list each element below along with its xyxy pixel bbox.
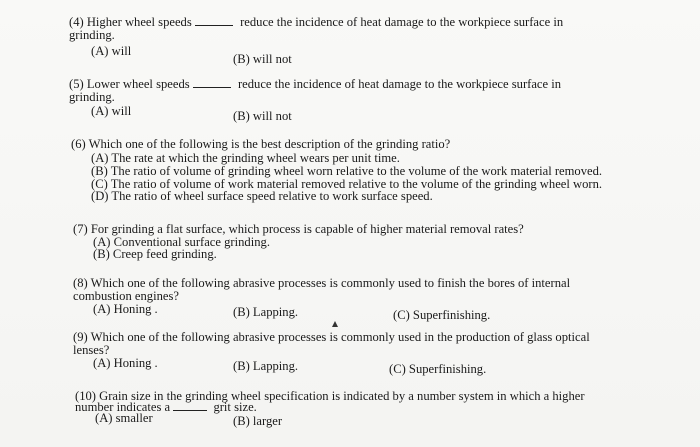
q4-continuation: grinding. <box>69 28 115 42</box>
q7-stem: (7) For grinding a flat surface, which process is capable of higher material removal rates? <box>73 222 524 236</box>
q5-blank <box>193 77 231 88</box>
q8-option-b[interactable]: (B) Lapping. <box>233 305 299 319</box>
q6-option-b[interactable]: (B) The ratio of volume of grinding wheel worn relative to the volume of the work material removed. <box>91 164 603 178</box>
q10-blank <box>173 400 207 411</box>
q4-option-a[interactable]: (A) will <box>91 44 132 58</box>
q10-cont-prefix: number indicates a <box>75 400 171 414</box>
q5-option-a[interactable]: (A) will <box>91 104 132 118</box>
q4-stem-line <box>69 15 563 29</box>
q5-prefix: (5) Lower wheel speeds <box>69 77 190 91</box>
q5-continuation: grinding. <box>69 90 115 104</box>
q5-stem-line <box>69 77 561 91</box>
q9-continuation: lenses? <box>73 343 110 357</box>
q5-option-b[interactable]: (B) will not <box>233 109 292 123</box>
q4-suffix: reduce the incidence of heat damage to the workpiece surface in <box>240 15 564 29</box>
q5-suffix: reduce the incidence of heat damage to the workpiece surface in <box>237 77 562 91</box>
q4-option-b[interactable]: (B) will not <box>233 52 292 66</box>
q4-prefix: (4) Higher wheel speeds <box>69 15 192 29</box>
q10-stem: (10) Grain size in the grinding wheel specification is indicated by a number system in which a higher <box>75 389 585 403</box>
q9-stem: (9) Which one of the following abrasive processes is commonly used in the production of glass optical <box>73 330 590 344</box>
q6-option-d[interactable]: (D) The ratio of wheel surface speed relative to work surface speed. <box>91 189 433 203</box>
q4-blank <box>195 15 233 26</box>
q10-option-b[interactable]: (B) larger <box>233 414 283 428</box>
q8-option-c[interactable]: (C) Superfinishing. <box>393 308 491 322</box>
q9-option-b[interactable]: (B) Lapping. <box>233 359 299 373</box>
q9-option-a[interactable]: (A) Honing . <box>93 356 158 370</box>
q8-option-a[interactable]: (A) Honing . <box>93 302 158 316</box>
q7-option-b[interactable]: (B) Creep feed grinding. <box>93 247 217 261</box>
q10-option-a[interactable]: (A) smaller <box>95 411 153 425</box>
q6-option-c[interactable]: (C) The ratio of volume of work material removed relative to the volume of the grinding wheel worn. <box>91 177 603 191</box>
q6-option-a[interactable]: (A) The rate at which the grinding wheel wears per unit time. <box>91 151 400 165</box>
q8-continuation: combustion engines? <box>73 289 179 303</box>
mouse-cursor-icon <box>332 321 338 327</box>
q7-option-a[interactable]: (A) Conventional surface grinding. <box>93 235 270 249</box>
q10-cont-suffix: grit size. <box>213 400 257 414</box>
q8-stem: (8) Which one of the following abrasive processes is commonly used to finish the bores of internal <box>73 276 571 290</box>
q9-option-c[interactable]: (C) Superfinishing. <box>389 362 487 376</box>
q6-stem: (6) Which one of the following is the best description of the grinding ratio? <box>71 137 451 151</box>
